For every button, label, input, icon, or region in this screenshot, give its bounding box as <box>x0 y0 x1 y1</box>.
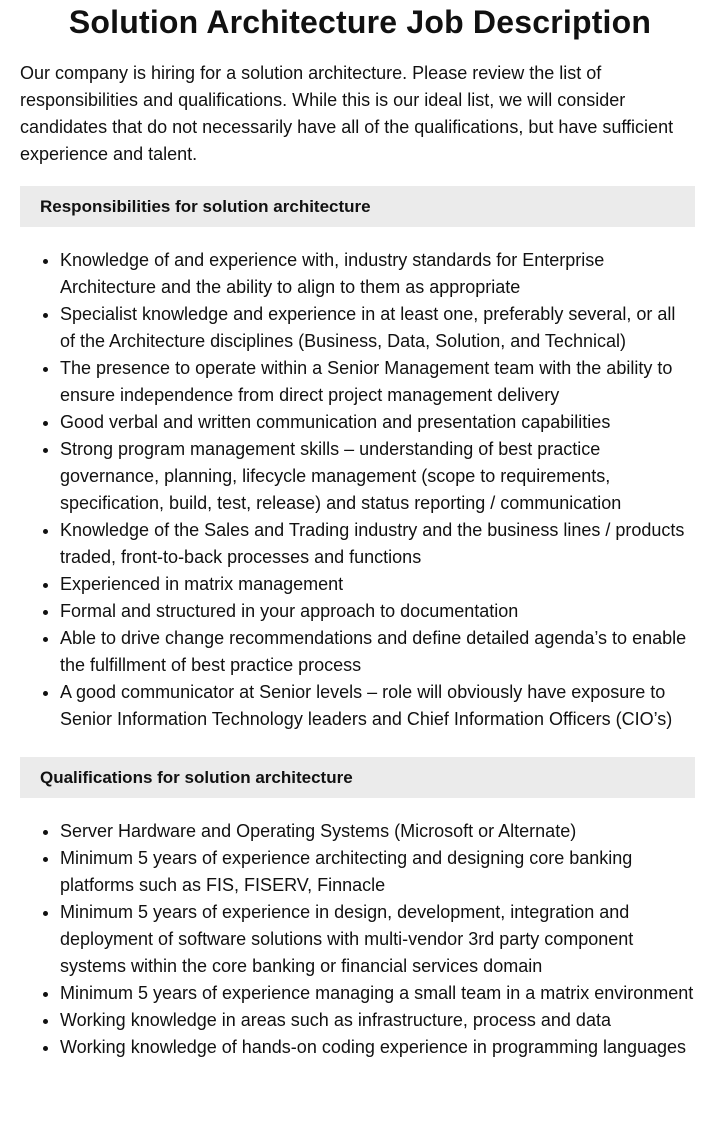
list-item: • Strong program management skills – understanding of best practice governance, planning, lifecycle management (scope to requirements, specification, build, test, release) and status reporting / communication <box>60 436 695 517</box>
intro-paragraph: Our company is hiring for a solution architecture. Please review the list of responsibilities and qualifications. While this is our ideal list, we will consider candidates that do not necessarily have all of the qualifications, but have sufficient experience and talent. <box>20 63 674 164</box>
responsibilities-list <box>20 247 695 733</box>
list-item: • Formal and structured in your approach to documentation <box>60 598 695 625</box>
responsibilities-heading: Responsibilities for solution architecture <box>20 186 695 227</box>
list-item: • Working knowledge in areas such as infrastructure, process and data <box>60 1007 695 1034</box>
list-item: • A good communicator at Senior levels – role will obviously have exposure to Senior Information Technology leaders and Chief Information Officers (CIO’s) <box>60 679 695 733</box>
list-item: • Minimum 5 years of experience in design, development, integration and deployment of software solutions with multi-vendor 3rd party component systems within the core banking or financial services domain <box>60 899 695 980</box>
list-item: • Specialist knowledge and experience in at least one, preferably several, or all of the Architecture disciplines (Business, Data, Solution, and Technical) <box>60 301 695 355</box>
list-item: • Minimum 5 years of experience architecting and designing core banking platforms such as FIS, FISERV, Finnacle <box>60 845 695 899</box>
page-title: Solution Architecture Job Description <box>68 4 652 40</box>
list-item: • Able to drive change recommendations and define detailed agenda’s to enable the fulfillment of best practice process <box>60 625 695 679</box>
list-item: • Experienced in matrix management <box>60 571 695 598</box>
list-item: • Good verbal and written communication and presentation capabilities <box>60 409 695 436</box>
qualifications-list <box>20 818 695 1061</box>
qualifications-heading: Qualifications for solution architecture <box>20 757 695 798</box>
list-item: • The presence to operate within a Senior Management team with the ability to ensure independence from direct project management delivery <box>60 355 695 409</box>
list-item: • Server Hardware and Operating Systems (Microsoft or Alternate) <box>60 818 695 845</box>
list-item: • Minimum 5 years of experience managing a small team in a matrix environment <box>60 980 695 1007</box>
list-item: • Knowledge of and experience with, industry standards for Enterprise Architecture and the ability to align to them as appropriate <box>60 247 695 301</box>
list-item: • Knowledge of the Sales and Trading industry and the business lines / products traded, front-to-back processes and functions <box>60 517 695 571</box>
list-item: • Working knowledge of hands-on coding experience in programming languages <box>60 1034 695 1061</box>
